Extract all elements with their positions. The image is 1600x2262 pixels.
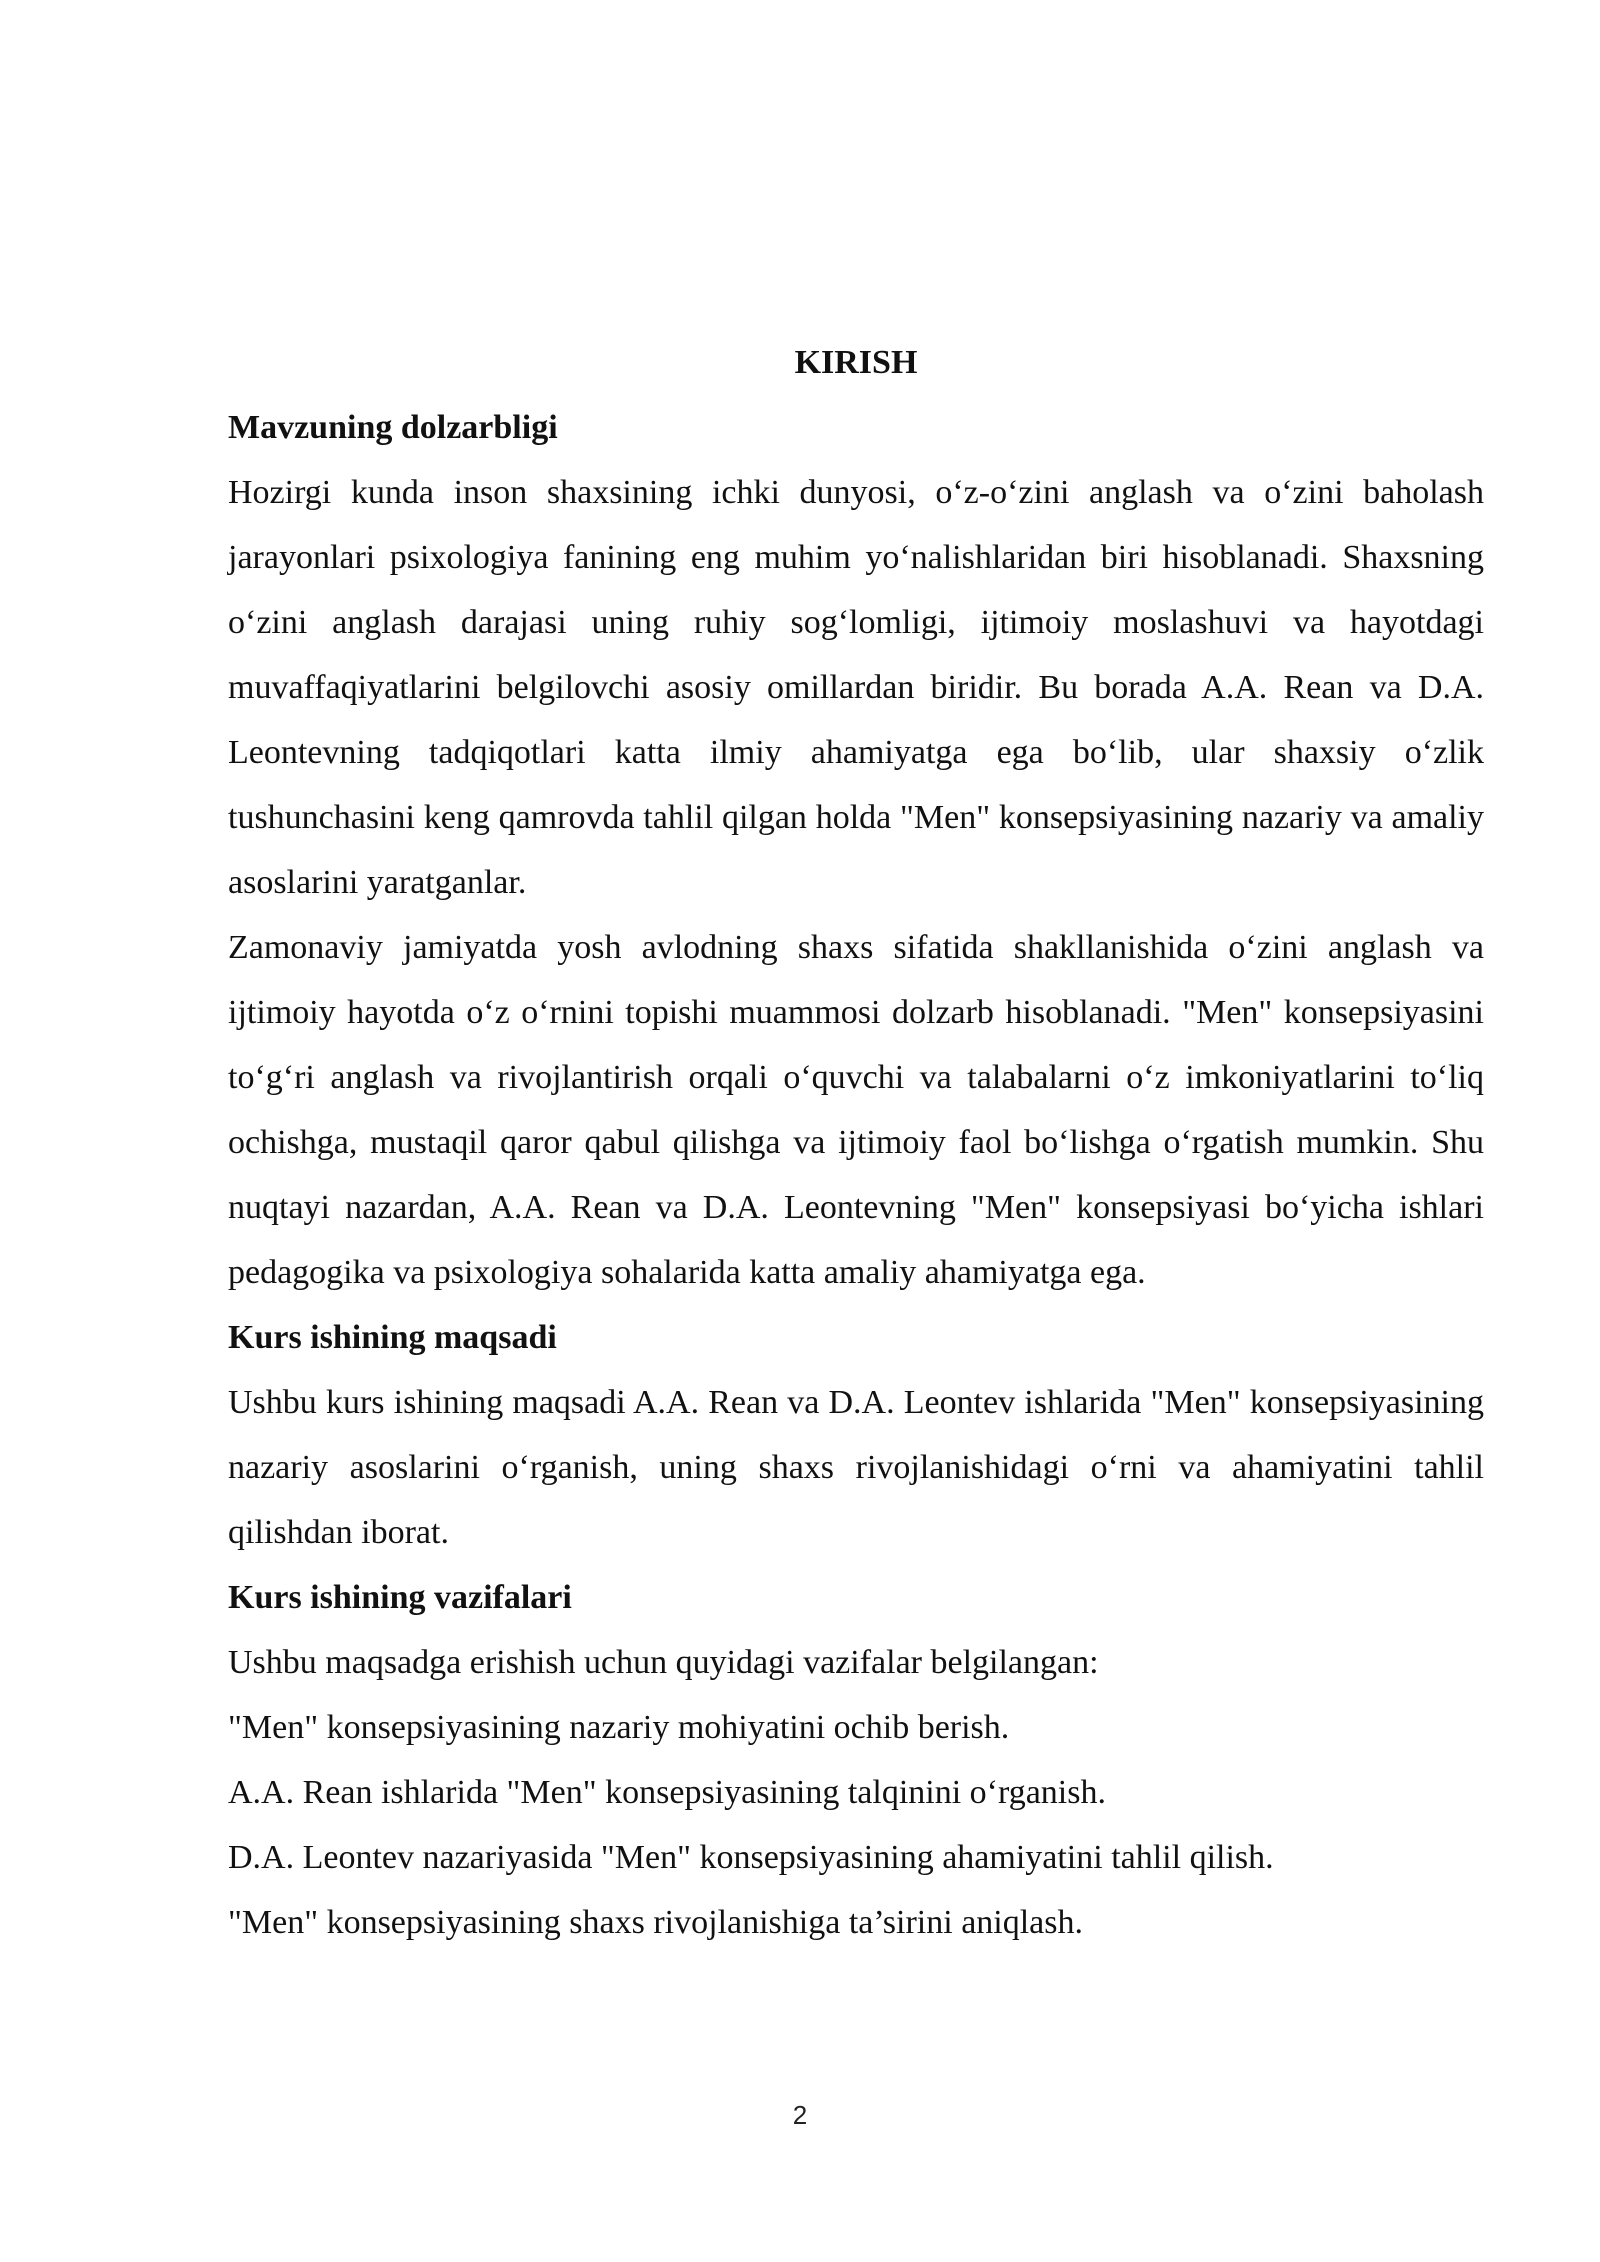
task-item: D.A. Leontev nazariyasida "Men" konsepsiyasining ahamiyatini tahlil qilish. xyxy=(228,1839,1274,1876)
paragraph: Hozirgi kunda inson shaxsining ichki dunyosi, o‘z-o‘zini anglash va o‘zini baholash jarayonlari psixologiya fanining eng muhim yo‘nalishlaridan biri hisoblanadi. Shaxsning o‘zini anglash darajasi uning ruhiy sog‘lomligi, ijtimoiy moslashuvi va hayotdagi muvaffaqiyatlarini belgilovchi asosiy omillardan biridir. Bu borada A.A. Rean va D.A. Leontevning tadqiqotlari katta ilmiy ahamiyatga ega bo‘lib, ular shaxsiy o‘zlik tushunchasini keng qamrovda tahlil qilgan holda "Men" konsepsiyasining nazariy va amaliy asoslarini yaratganlar. xyxy=(228,474,1484,901)
task-item: "Men" konsepsiyasining shaxs rivojlanishiga ta’sirini aniqlash. xyxy=(228,1904,1083,1941)
paragraph: Zamonaviy jamiyatda yosh avlodning shaxs sifatida shakllanishida o‘zini anglash va ijtimoiy hayotda o‘z o‘rnini topishi muammosi dolzarb hisoblanadi. "Men" konsepsiyasini to‘g‘ri anglash va rivojlantirish orqali o‘quvchi va talabalarni o‘z imkoniyatlarini to‘liq ochishga, mustaqil qaror qabul qilishga va ijtimoiy faol bo‘lishga o‘rgatish mumkin. Shu nuqtayi nazardan, A.A. Rean va D.A. Leontevning "Men" konsepsiyasi bo‘yicha ishlari pedagogika va psixologiya sohalarida katta amaliy ahamiyatga ega. xyxy=(228,929,1484,1291)
tasks-intro: Ushbu maqsadga erishish uchun quyidagi vazifalar belgilangan: xyxy=(228,1644,1099,1681)
task-item: "Men" konsepsiyasining nazariy mohiyatini ochib berish. xyxy=(228,1709,1010,1746)
page-number: 2 xyxy=(792,2100,808,2130)
page-title: KIRISH xyxy=(794,344,918,381)
task-item: A.A. Rean ishlarida "Men" konsepsiyasining talqinini o‘rganish. xyxy=(228,1774,1106,1811)
page-content xyxy=(228,330,1484,1955)
paragraph: Ushbu kurs ishining maqsadi A.A. Rean va D.A. Leontev ishlarida "Men" konsepsiyasining nazariy asoslarini o‘rganish, uning shaxs rivojlanishidagi o‘rni va ahamiyatini tahlil qilishdan iborat. xyxy=(228,1384,1484,1551)
section-heading-tasks: Kurs ishining vazifalari xyxy=(228,1579,572,1616)
section-heading-relevance: Mavzuning dolzarbligi xyxy=(228,409,558,446)
section-heading-goal: Kurs ishining maqsadi xyxy=(228,1319,557,1356)
